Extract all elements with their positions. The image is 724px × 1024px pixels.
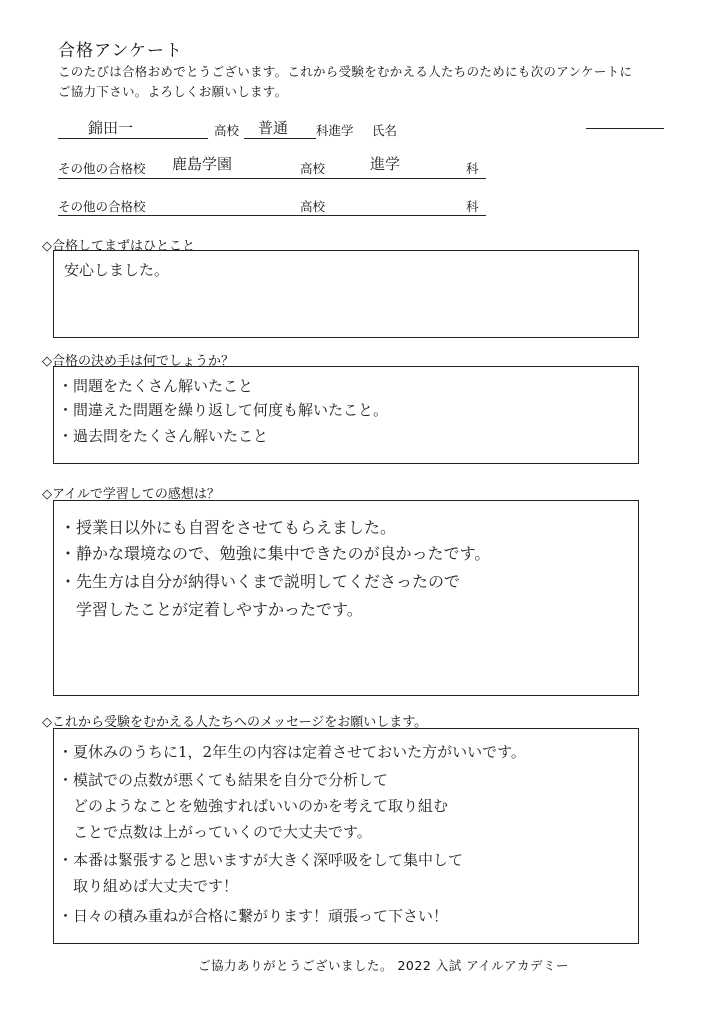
answer-line: ・模試での点数が悪くても結果を自分で分析して	[58, 771, 389, 789]
question-1-heading: ◇合格してまずはひとこと	[42, 239, 195, 254]
other-school-label: その他の合格校	[58, 161, 146, 176]
question-3-answer-box	[53, 500, 639, 696]
answer-line: 取り組めば大丈夫です！	[58, 877, 239, 895]
question-2-answer-box	[53, 366, 639, 464]
question-4-heading: ◇これから受験をむかえる人たちへのメッセージをお願いします。	[42, 715, 428, 730]
course-label: 科進学	[316, 123, 354, 138]
other-course-label-2: 科	[466, 199, 479, 214]
other-course-handwritten: 進学	[370, 155, 401, 173]
course-underline	[244, 138, 316, 139]
answer-line: ・夏休みのうちに1，2年生の内容は定着させておいた方がいいです。	[58, 743, 526, 761]
question-3-heading: ◇アイルで学習しての感想は？	[42, 487, 220, 502]
school-handwritten: 錦田一	[88, 119, 134, 137]
answer-line: ・先生方は自分が納得いくまで説明してくださったので	[60, 572, 461, 591]
answer-line: ・間違えた問題を繰り返して何度も解いたこと。	[58, 401, 389, 419]
name-label: 氏名	[372, 123, 398, 138]
other-school-underline	[58, 178, 486, 179]
school-label: 高校	[214, 123, 240, 138]
other-school-underline-2	[58, 215, 486, 216]
answer-line: ・本番は緊張すると思いますが大きく深呼吸をして集中して	[58, 851, 464, 869]
other-school-handwritten: 鹿島学園	[172, 155, 233, 173]
question-2-heading: ◇合格の決め手は何でしょうか？	[42, 354, 234, 369]
other-school-school-label: 高校	[300, 161, 326, 176]
intro-line-1: このたびは合格おめでとうございます。これから受験をむかえる人たちのためにも次のアンケートに	[58, 64, 633, 79]
question-4-answer-box	[53, 728, 639, 944]
course-handwritten: 普通	[258, 119, 289, 137]
answer-line: ・問題をたくさん解いたこと	[58, 377, 254, 395]
question-1-answer-box	[53, 250, 639, 338]
page-title: 合格アンケート	[58, 41, 183, 61]
other-school-label-2: その他の合格校	[58, 199, 146, 214]
school-underline	[58, 138, 208, 139]
answer-line: 安心しました。	[64, 261, 170, 279]
footer-text: ご協力ありがとうございました。 2022 入試 アイルアカデミー	[198, 958, 569, 973]
answer-line: ・静かな環境なので、勉強に集中できたのが良かったです。	[60, 544, 491, 563]
answer-line: ・日々の積み重ねが合格に繋がります！頑張って下さい！	[58, 907, 449, 925]
answer-line: ・授業日以外にも自習をさせてもらえました。	[60, 518, 397, 537]
answer-line: ・過去問をたくさん解いたこと	[58, 427, 269, 445]
name-underline	[586, 128, 664, 129]
answer-line: ことで点数は上がっていくので大丈夫です。	[58, 823, 372, 841]
other-course-label: 科	[466, 161, 479, 176]
answer-line: どのようなことを勉強すればいいのかを考えて取り組む	[58, 797, 449, 815]
answer-line: 学習したことが定着しやすかったです。	[60, 600, 363, 619]
intro-line-2: ご協力下さい。よろしくお願いします。	[58, 84, 288, 99]
other-school-school-label-2: 高校	[300, 199, 326, 214]
